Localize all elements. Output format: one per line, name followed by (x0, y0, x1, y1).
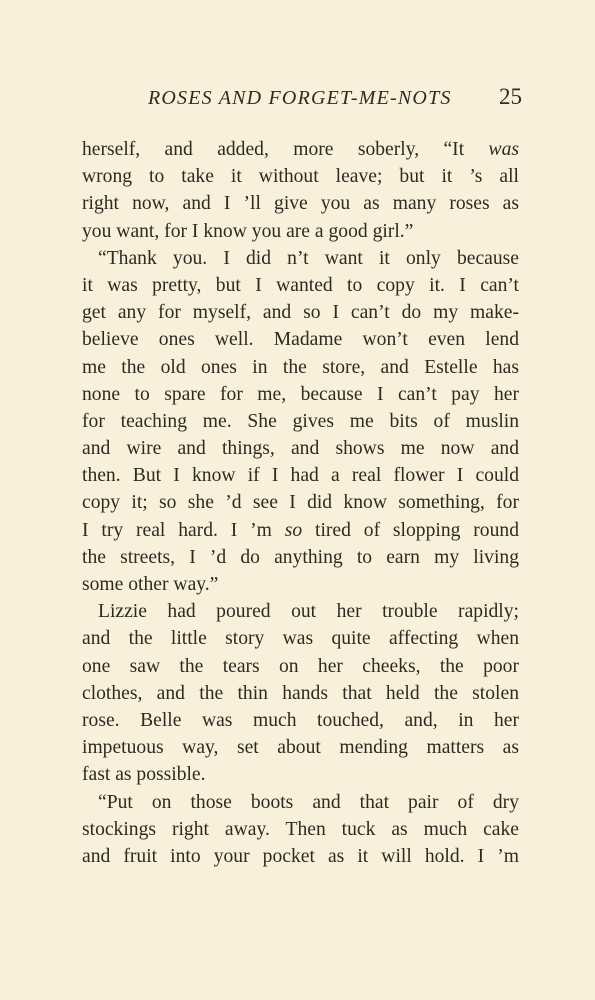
text-line: wrong to take it without leave; but it ’s all (82, 166, 519, 188)
running-header (148, 86, 522, 116)
text-line: right now, and I ’ll give you as many roses as (82, 193, 519, 215)
text-line: it was pretty, but I wanted to copy it. I can’t (82, 274, 519, 296)
text-line: stockings right away. Then tuck as much cake (82, 818, 519, 840)
text-line: one saw the tears on her cheeks, the poor (82, 655, 519, 677)
italic-word: so (284, 519, 303, 541)
text-line: rose. Belle was much touched, and, in her (82, 709, 519, 731)
text-line: “Thank you. I did n’t want it only because (98, 247, 519, 269)
text-line: copy it; so she ’d see I did know something, for (82, 492, 519, 514)
italic-word: was (488, 139, 519, 160)
text-line: and fruit into your pocket as it will hold. I ’m (82, 845, 519, 867)
text-line: I try real hard. I ’m so tired of slopping round (82, 519, 519, 541)
text-line: then. But I know if I had a real flower I could (82, 465, 519, 487)
running-title: ROSES AND FORGET-ME-NOTS (148, 87, 452, 109)
text-line: some other way.” (82, 574, 219, 595)
text-line: the streets, I ’d do anything to earn my living (82, 546, 519, 568)
text-line: get any for myself, and so I can’t do my make- (82, 302, 519, 324)
page-number: 25 (499, 84, 522, 109)
text-line: and the little story was quite affecting when (82, 628, 519, 650)
text-line: impetuous way, set about mending matters as (82, 737, 519, 759)
text-line: “Put on those boots and that pair of dry (98, 791, 519, 813)
text-line: believe ones well. Madame won’t even lend (82, 329, 519, 351)
text-line: me the old ones in the store, and Estelle has (82, 356, 519, 378)
body-text (82, 136, 519, 870)
text-line: fast as possible. (82, 764, 206, 786)
text-line: and wire and things, and shows me now and (82, 438, 519, 460)
text-line: you want, for I know you are a good girl.” (82, 220, 414, 242)
text-line: clothes, and the thin hands that held the stolen (82, 682, 519, 704)
text-line: Lizzie had poured out her trouble rapidly; (98, 601, 519, 623)
text-line: none to spare for me, because I can’t pay her (82, 383, 519, 405)
text-line: for teaching me. She gives me bits of muslin (82, 410, 519, 432)
text-line: herself, and added, more soberly, “It was (82, 139, 519, 160)
